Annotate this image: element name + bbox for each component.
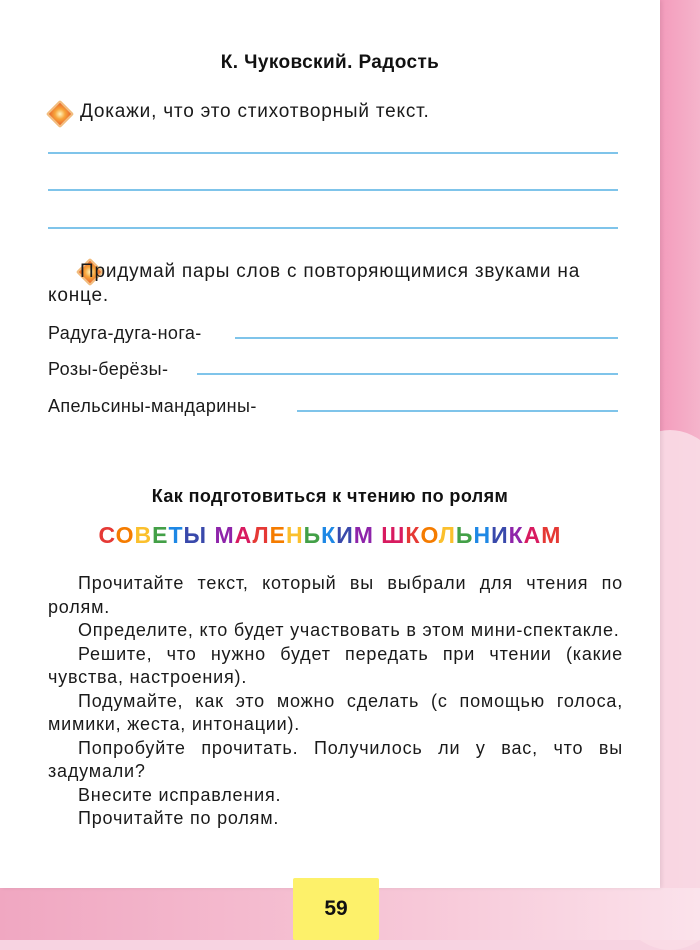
pair-word: Радуга-дуга-нога- [48,323,202,343]
section-title: Как подготовиться к чтению по ролям [151,486,509,506]
tip-item: Прочитайте текст, который вы выбрали для чтения по ролям. [48,573,623,617]
tip-item: Прочитайте по ролям. [78,808,280,828]
page-title: К. Чуковский. Радость [220,52,440,73]
pair-answer-line[interactable] [297,410,618,412]
task-prove-text: Докажи, что это стихотворный текст. [80,101,430,122]
tips-list [48,572,623,831]
tip-item: Решите, что нужно будет передать при чтении (какие чувства, настроения). [48,643,623,687]
answer-line[interactable] [48,189,618,191]
tip-item: Подумайте, как это можно сделать (с помощью голоса, мимики, жеста, интонации). [48,690,623,734]
task-pairs-text: Придумай пары слов с повторяющимися звуками на конце. [48,261,581,306]
page-number: 59 [293,878,379,940]
tip-item: Внесите исправления. [78,784,282,805]
advice-banner: СОВЕТЫ МАЛЕНЬКИМ ШКОЛЬНИКАМ [98,522,562,548]
pair-answer-line[interactable] [235,337,618,339]
task-diamond-icon [46,100,74,128]
tip-item: Попробуйте прочитать. Получилось ли у вас, что вы задумали? [48,737,623,781]
pair-word: Апельсины-мандарины- [48,396,257,416]
pair-word: Розы-берёзы- [48,359,169,379]
tip-item: Определите, кто будет участвовать в этом мини-спектакле. [78,620,620,640]
answer-line[interactable] [48,152,618,154]
pair-answer-line[interactable] [197,373,618,375]
answer-line[interactable] [48,227,618,229]
